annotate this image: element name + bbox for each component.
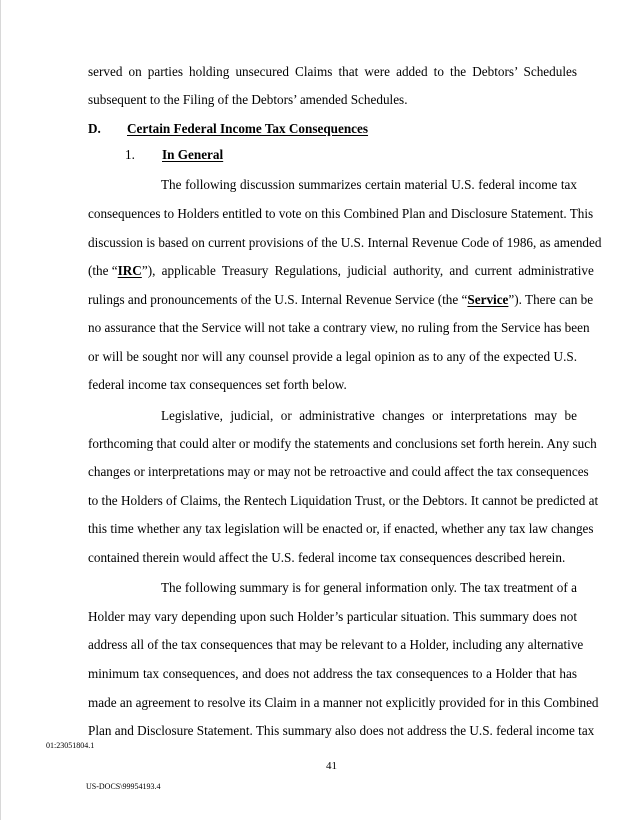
- p2-line-3: changes or interpretations may or may not be retroactive and could affect the tax consequences: [88, 464, 589, 479]
- p1-line-6: no assurance that the Service will not take a contrary view, no ruling from the Service has been: [88, 320, 590, 335]
- p1-line-5b: ”). There can be: [508, 292, 594, 307]
- p2-line-5: this time whether any tax legislation will be enacted or, if enacted, whether any tax law changes: [88, 521, 594, 536]
- subsection-1-heading: [125, 147, 425, 163]
- p1-line-7: or will be sought nor will any counsel provide a legal opinion as to any of the expected U.S.: [88, 349, 577, 364]
- p1-line-4: [88, 263, 594, 279]
- p2-line-1: Legislative, judicial, or administrative changes or interpretations may be: [161, 408, 577, 423]
- p2-line-4: to the Holders of Claims, the Rentech Liquidation Trust, or the Debtors. It cannot be predicted at: [88, 493, 599, 508]
- p3-line-2: Holder may vary depending upon such Holder’s particular situation. This summary does not: [88, 609, 577, 624]
- section-d-number: D.: [88, 121, 101, 136]
- section-d-heading: [88, 121, 577, 137]
- p2-line-6: contained therein would affect the U.S. federal income tax consequences described herein.: [88, 550, 566, 565]
- section-d-title: Certain Federal Income Tax Consequences: [127, 121, 369, 136]
- p3-line-5: made an agreement to resolve its Claim in a manner not explicitly provided for in this Combined: [88, 695, 599, 710]
- p3-line-4: minimum tax consequences, and does not address the tax consequences to a Holder that has: [88, 666, 577, 681]
- page-edge: [0, 0, 1, 820]
- footer-doc-id-top: 01:23051804.1: [46, 741, 95, 750]
- p1-line-4b: ”), applicable Treasury Regulations, judicial authority, and current administrative: [141, 263, 594, 278]
- irc-term: IRC: [117, 263, 142, 278]
- intro-line-2: subsequent to the Filing of the Debtors’ amended Schedules.: [88, 92, 408, 107]
- intro-line-1: served on parties holding unsecured Claims that were added to the Debtors’ Schedules: [88, 64, 577, 79]
- p1-line-2: consequences to Holders entitled to vote on this Combined Plan and Disclosure Statement. This: [88, 206, 594, 221]
- p1-line-5: [88, 292, 594, 308]
- page-number: 41: [326, 760, 337, 772]
- subsection-1-number: 1.: [125, 147, 135, 162]
- p1-line-4a: (the “: [88, 263, 118, 278]
- service-term: Service: [467, 292, 509, 307]
- p1-line-5a: rulings and pronouncements of the U.S. Internal Revenue Service (the “: [88, 292, 468, 307]
- p3-line-1: The following summary is for general information only. The tax treatment of a: [161, 580, 577, 595]
- p3-line-3: address all of the tax consequences that may be relevant to a Holder, including any alternative: [88, 637, 584, 652]
- p1-line-1: The following discussion summarizes certain material U.S. federal income tax: [161, 177, 577, 192]
- p3-line-6: Plan and Disclosure Statement. This summary also does not address the U.S. federal income tax: [88, 723, 595, 738]
- p2-line-2: forthcoming that could alter or modify the statements and conclusions set forth herein. Any such: [88, 436, 597, 451]
- p1-line-3: discussion is based on current provisions of the U.S. Internal Revenue Code of 1986, as amended: [88, 235, 602, 250]
- subsection-1-title: In General: [162, 147, 224, 162]
- p1-line-8: federal income tax consequences set forth below.: [88, 377, 347, 392]
- footer-doc-id-bottom: US-DOCS\99954193.4: [86, 782, 161, 791]
